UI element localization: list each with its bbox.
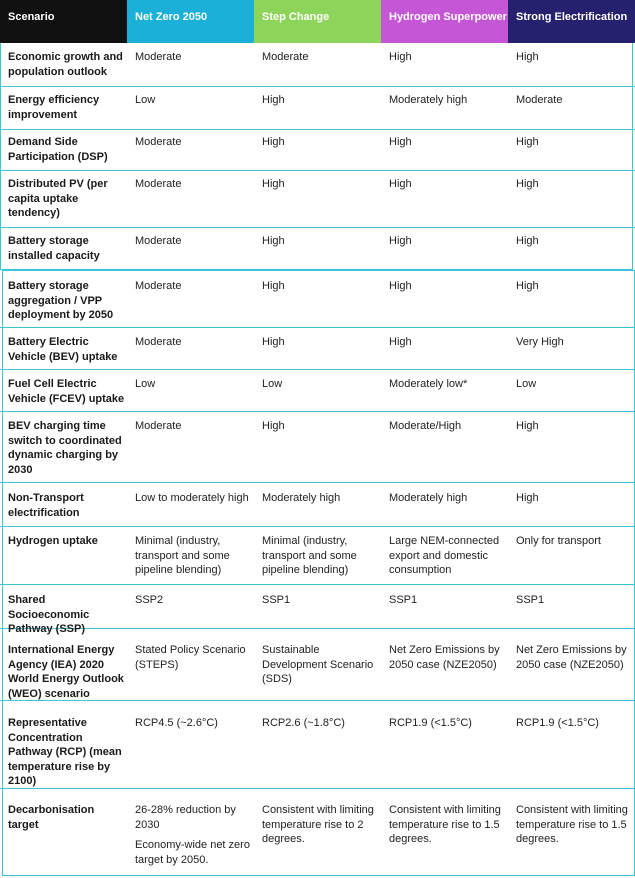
row-divider [0, 227, 635, 228]
row-label: Battery storage aggregation / VPP deployment by 2050 [8, 280, 114, 321]
row-label: Fuel Cell Electric Vehicle (FCEV) uptake [8, 378, 125, 405]
header-net-zero-2050: Net Zero 2050 [127, 0, 254, 43]
cell-step-change: High [262, 420, 285, 432]
cell-net-zero-2050: Low [135, 378, 156, 390]
row-divider [0, 327, 635, 328]
cell-step-change: Moderately high [262, 492, 341, 504]
row-label: Decarbonisation target [8, 804, 95, 831]
cell-step-change: Minimal (industry, transport and some pipeline blending) [262, 535, 357, 576]
cell-strong-electrification: High [516, 420, 539, 432]
cell-net-zero-2050: Moderate [135, 420, 182, 432]
row-label: Battery storage installed capacity [8, 235, 100, 262]
row-label: Distributed PV (per capita uptake tendency) [8, 178, 108, 219]
row-divider [0, 129, 635, 130]
cell-strong-electrification: Low [516, 378, 537, 390]
cell-net-zero-2050: Low [135, 94, 156, 106]
cell-strong-electrification: Net Zero Emissions by 2050 case (NZE2050) [516, 644, 627, 671]
row-label: Shared Socioeconomic Pathway (SSP) [8, 594, 90, 635]
cell-hydrogen-superpower: Net Zero Emissions by 2050 case (NZE2050) [389, 644, 500, 671]
cell-strong-electrification: Moderate [516, 94, 563, 106]
cell-net-zero-2050: Moderate [135, 235, 182, 247]
row-label: Non-Transport electrification [8, 492, 84, 519]
row-label: Battery Electric Vehicle (BEV) uptake [8, 336, 118, 363]
cell-step-change: High [262, 235, 285, 247]
cell-net-zero-2050 [127, 803, 253, 867]
cell-net-zero-2050: Moderate [135, 336, 182, 348]
cell-net-zero-2050: Minimal (industry, transport and some pipeline blending) [135, 535, 230, 576]
row-label: BEV charging time switch to coordinated dynamic charging by 2030 [8, 420, 122, 476]
cell-step-change: RCP2.6 (~1.8°C) [262, 717, 345, 729]
cell-hydrogen-superpower: Moderately high [389, 94, 468, 106]
cell-hydrogen-superpower: High [389, 136, 412, 148]
cell-strong-electrification: Consistent with limiting temperature rise to 1.5 degrees. [516, 804, 628, 845]
row-label: Hydrogen uptake [8, 535, 98, 547]
cell-strong-electrification: High [516, 280, 539, 292]
cell-hydrogen-superpower: Moderately low* [389, 378, 468, 390]
cell-net-zero-2050: Moderate [135, 51, 182, 63]
cell-strong-electrification: SSP1 [516, 594, 545, 606]
row-divider [0, 369, 635, 370]
cell-step-change: High [262, 94, 285, 106]
row-divider [0, 411, 635, 412]
row-divider [0, 526, 635, 527]
row-label: Energy efficiency improvement [8, 94, 100, 121]
cell-hydrogen-superpower: Moderate/High [389, 420, 462, 432]
cell-net-zero-2050: RCP4.5 (~2.6°C) [135, 717, 218, 729]
cell-extra-text: Economy-wide net zero target by 2050. [135, 839, 250, 866]
cell-step-change: High [262, 136, 285, 148]
cell-hydrogen-superpower: High [389, 280, 412, 292]
cell-step-change: Low [262, 378, 283, 390]
cell-hydrogen-superpower: RCP1.9 (<1.5°C) [389, 717, 472, 729]
cell-strong-electrification: High [516, 235, 539, 247]
cell-hydrogen-superpower: Consistent with limiting temperature rise to 1.5 degrees. [389, 804, 501, 845]
row-label: Economic growth and population outlook [8, 51, 123, 78]
cell-net-zero-2050: Low to moderately high [135, 492, 249, 504]
cell-hydrogen-superpower: SSP1 [389, 594, 418, 606]
cell-hydrogen-superpower: High [389, 336, 412, 348]
row-divider [0, 584, 635, 585]
cell-net-zero-2050: SSP2 [135, 594, 164, 606]
row-divider [0, 86, 635, 87]
cell-strong-electrification: High [516, 136, 539, 148]
cell-hydrogen-superpower: High [389, 235, 412, 247]
cell-hydrogen-superpower: Large NEM-connected export and domestic consumption [389, 535, 500, 576]
cell-hydrogen-superpower: High [389, 51, 412, 63]
row-label: Demand Side Participation (DSP) [8, 136, 108, 163]
cell-step-change: Moderate [262, 51, 309, 63]
cell-strong-electrification: High [516, 51, 539, 63]
cell-step-change: High [262, 336, 285, 348]
cell-net-zero-2050: Moderate [135, 136, 182, 148]
row-divider [0, 170, 635, 171]
header-hydrogen-superpower: Hydrogen Superpower [381, 0, 508, 43]
cell-step-change: SSP1 [262, 594, 291, 606]
cell-net-zero-2050: Moderate [135, 280, 182, 292]
cell-strong-electrification: High [516, 178, 539, 190]
header-strong-electrification: Strong Electrification [508, 0, 635, 43]
cell-step-change: Consistent with limiting temperature rise to 2 degrees. [262, 804, 374, 845]
header-scenario: Scenario [0, 0, 127, 43]
row-label: International Energy Agency (IEA) 2020 World Energy Outlook (WEO) scenario [8, 644, 124, 700]
cell-strong-electrification: Only for transport [516, 535, 601, 547]
header-step-change: Step Change [254, 0, 381, 43]
cell-strong-electrification: High [516, 492, 539, 504]
table-header [0, 0, 635, 43]
cell-net-zero-2050: Moderate [135, 178, 182, 190]
cell-strong-electrification: Very High [516, 336, 564, 348]
row-label: Representative Concentration Pathway (RCP) (mean temperature rise by 2100) [8, 717, 122, 787]
cell-hydrogen-superpower: High [389, 178, 412, 190]
cell-strong-electrification: RCP1.9 (<1.5°C) [516, 717, 599, 729]
cell-step-change: High [262, 280, 285, 292]
row-divider [0, 482, 635, 483]
cell-step-change: Sustainable Development Scenario (SDS) [262, 644, 374, 685]
cell-text: 26-28% reduction by 2030 [135, 804, 236, 831]
cell-hydrogen-superpower: Moderately high [389, 492, 468, 504]
cell-step-change: High [262, 178, 285, 190]
cell-net-zero-2050: Stated Policy Scenario (STEPS) [135, 644, 246, 671]
